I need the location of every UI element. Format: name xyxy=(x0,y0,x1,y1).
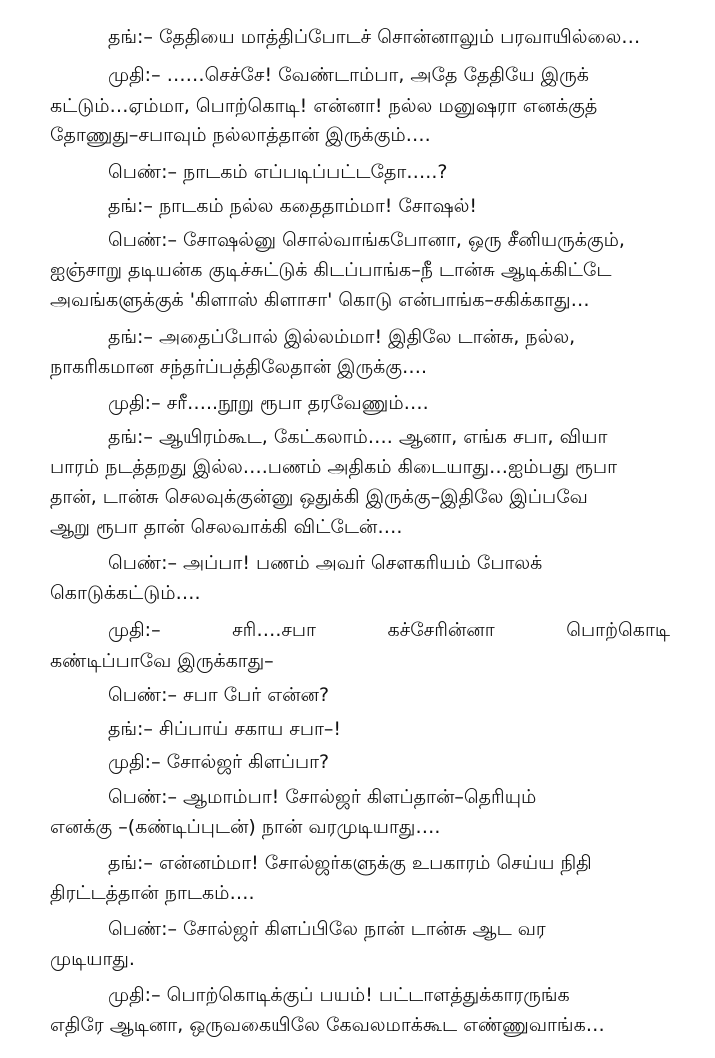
text-line-10: தங்:– அதைப்போல் இல்லம்மா! இதிலே டான்சு, நல்ல, xyxy=(108,326,576,348)
text-line-19: முதி:– சரி….சபா கச்சேரின்னா பொற்கொடி xyxy=(108,619,670,641)
text-line-9: அவங்களுக்குக் 'கிளாஸ் கிளாசா' கொடு என்பாங்க–சகிக்காது… xyxy=(50,289,590,311)
text-line-22: தங்:– சிப்பாய் சகாய சபா–! xyxy=(108,718,342,740)
text-line-11: நாகரிகமான சந்தர்ப்பத்திலேதான் இருக்கு…. xyxy=(50,356,428,378)
text-line-5: பெண்:– நாடகம் எப்படிப்பட்டதோ…..? xyxy=(108,161,448,183)
text-line-16: ஆறு ரூபா தான் செலவாக்கி விட்டேன்…. xyxy=(50,516,403,538)
text-line-21: பெண்:– சபா பேர் என்ன? xyxy=(108,684,330,706)
text-line-12: முதி:– சரீ…..நூறு ரூபா தரவேணும்…. xyxy=(108,392,429,414)
text-line-25: எனக்கு –(கண்டிப்புடன்) நான் வரமுடியாது…. xyxy=(50,816,441,838)
text-line-26: தங்:– என்னம்மா! சோல்ஜர்களுக்கு உபகாரம் செய்ய நிதி xyxy=(108,852,592,874)
text-line-18: கொடுக்கட்டும்…. xyxy=(50,582,201,604)
text-line-30: முதி:– பொற்கொடிக்குப் பயம்! பட்டாளத்துக்காரருங்க xyxy=(108,984,570,1006)
text-line-27: திரட்டத்தான் நாடகம்…. xyxy=(50,882,255,904)
text-line-24: பெண்:– ஆமாம்பா! சோல்ஜர் கிளப்தான்–தெரியும் xyxy=(108,786,537,808)
text-line-14: பாரம் நடத்தறது இல்ல….பணம் அதிகம் கிடையாது…ஐம்பது ரூபா xyxy=(50,456,618,478)
text-line-7: பெண்:– சோஷல்னு சொல்வாங்கபோனா, ஒரு சீனியருக்கும், xyxy=(108,229,625,251)
text-line-13: தங்:– ஆயிரம்கூட, கேட்கலாம்…. ஆனா, எங்க சபா, வியா xyxy=(108,426,608,448)
text-line-3: கட்டும்…ஏம்மா, பொற்கொடி! என்னா! நல்ல மனுஷரா எனக்குத் xyxy=(50,95,598,117)
text-line-2: முதி:– ……செச்சே! வேண்டாம்பா, அதே தேதியே இருக் xyxy=(108,64,589,86)
text-line-8: ஐஞ்சாறு தடியன்க குடிச்சுட்டுக் கிடப்பாங்க–நீ டான்சு ஆடிக்கிட்டே xyxy=(50,259,612,281)
text-line-6: தங்:– நாடகம் நல்ல கதைதாம்மா! சோஷல்! xyxy=(108,195,478,217)
text-line-23: முதி:– சோல்ஜர் கிளப்பா? xyxy=(108,751,330,773)
text-line-17: பெண்:– அப்பா! பணம் அவர் சௌகரியம் போலக் xyxy=(108,552,543,574)
text-line-4: தோணுது–சபாவும் நல்லாத்தான் இருக்கும்…. xyxy=(50,124,431,146)
text-line-31: எதிரே ஆடினா, ஒருவகையிலே கேவலமாக்கூட எண்ணுவாங்க… xyxy=(50,1014,605,1036)
text-line-28: பெண்:– சோல்ஜர் கிளப்பிலே நான் டான்சு ஆட வர xyxy=(108,918,546,940)
text-line-15: தான், டான்சு செலவுக்குன்னு ஒதுக்கி இருக்கு–இதிலே இப்பவே xyxy=(50,486,588,508)
text-line-1: தங்:– தேதியை மாத்திப்போடச் சொன்னாலும் பரவாயில்லை… xyxy=(108,26,641,48)
text-line-20: கண்டிப்பாவே இருக்காது– xyxy=(50,650,274,672)
text-line-29: முடியாது. xyxy=(50,948,135,970)
